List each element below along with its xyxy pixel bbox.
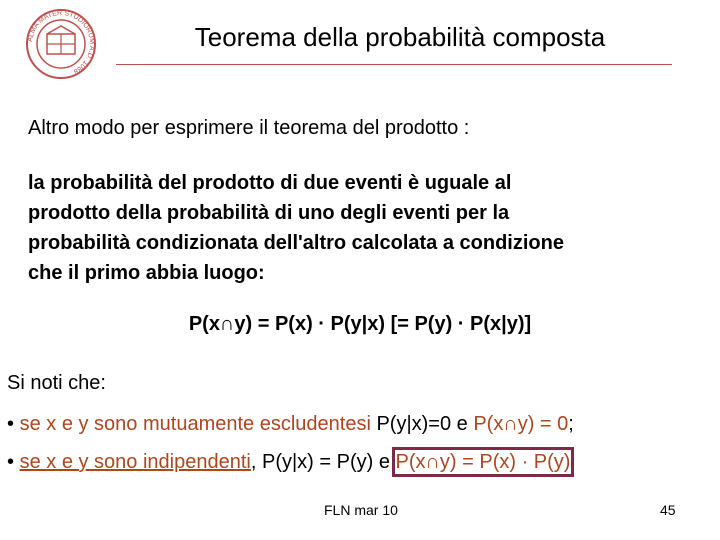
intro-text: Altro modo per esprimere il teorema del prodotto : <box>28 117 470 139</box>
conditional-equal: , P(y|x) = P(y) e <box>250 451 396 473</box>
conditional-zero: P(y|x)=0 e <box>370 413 474 435</box>
page-number: 45 <box>660 502 676 518</box>
statement-line: prodotto della probabilità di uno degli eventi per la <box>28 202 510 224</box>
svg-text:ALMA MATER STUDIORUM A.D. 1088: ALMA MATER STUDIORUM A.D. 1088 <box>27 9 96 75</box>
statement-line: che il primo abbia luogo: <box>28 262 265 284</box>
exclusive-term: se x e y sono mutuamente escludentesi <box>19 413 371 435</box>
independent-product-highlight: P(x∩y) = P(x) · P(y) <box>395 451 571 473</box>
semicolon: ; <box>568 413 574 435</box>
statement-line: la probabilità del prodotto di due eventi è uguale al <box>28 172 512 194</box>
product-formula: P(x∩y) = P(x) · P(y|x) [= P(y) · P(x|y)] <box>188 313 532 335</box>
bullet-mark: • <box>7 451 15 473</box>
independent-term: se x e y sono indipendenti <box>19 451 251 473</box>
bullet-mark: • <box>7 413 15 435</box>
footer-label: FLN mar 10 <box>324 502 398 518</box>
bullet-independent <box>7 451 570 474</box>
statement-line: probabilità condizionata dell'altro calcolata a condizione <box>28 232 564 254</box>
slide-title: Teorema della probabilità composta <box>194 22 606 52</box>
note-heading: Si noti che: <box>7 372 106 394</box>
bullet-mutually-exclusive <box>7 413 574 436</box>
title-divider <box>116 64 672 65</box>
university-seal-icon <box>25 8 97 80</box>
theorem-statement <box>28 168 698 288</box>
intersection-zero: P(x∩y) = 0 <box>473 413 569 435</box>
